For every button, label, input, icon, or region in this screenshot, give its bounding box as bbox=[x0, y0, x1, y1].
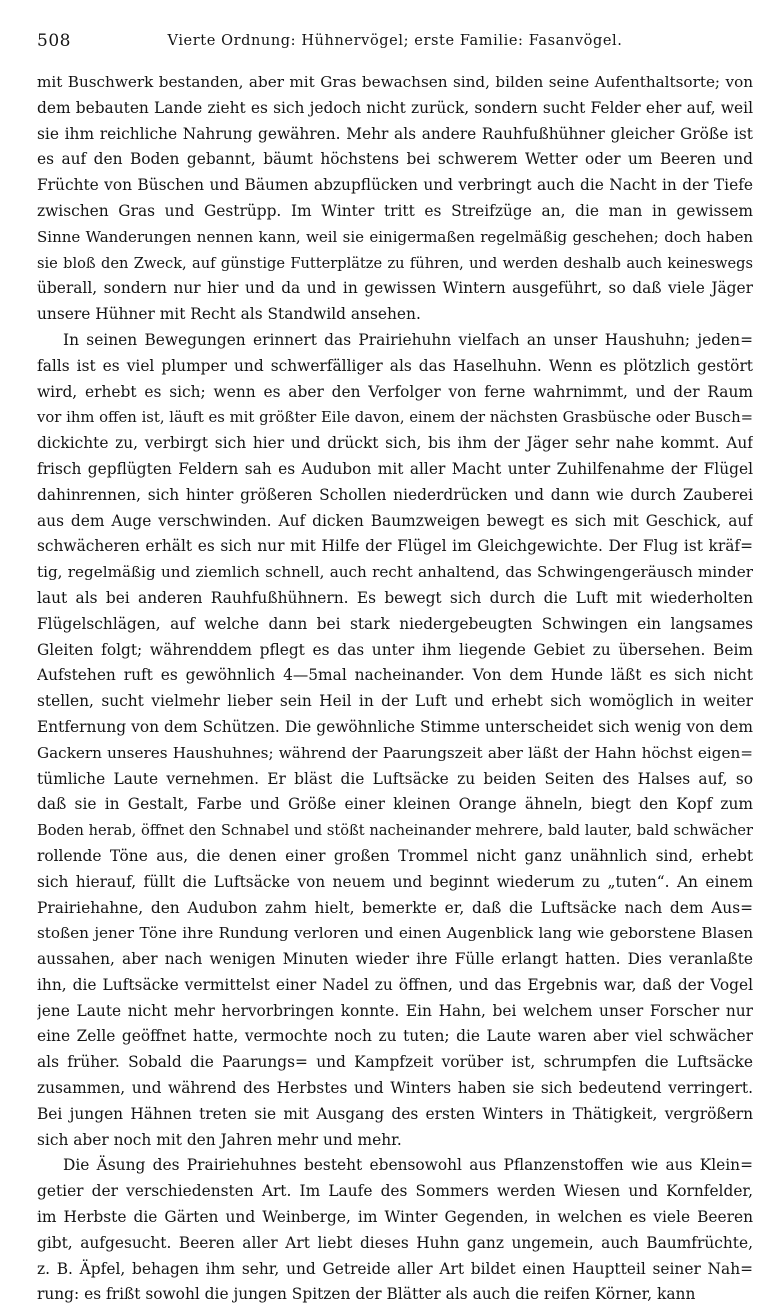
text-line: Entfernung von dem Schützen. Die gewöhnliche Stimme unterscheidet sich wenig von dem bbox=[37, 717, 753, 736]
text-line: dickichte zu, verbirgt sich hier und drückt sich, bis ihm der Jäger sehr nahe kommt. Auf bbox=[37, 434, 753, 453]
paragraph bbox=[37, 328, 753, 1154]
text-line: wird, erhebt es sich; wenn es aber den Verfolger von ferne wahrnimmt, und der Raum bbox=[37, 382, 753, 401]
text-line: dahinrennen, sich hinter größeren Schollen niederdrücken und dann wie durch Zauberei bbox=[37, 485, 753, 504]
text-line: Flügelschlägen, auf welche dann bei stark niedergebeugten Schwingen ein langsames bbox=[37, 614, 753, 633]
text-line: Sinne Wanderungen nennen kann, weil sie einigermaßen regelmäßig geschehen; doch haben bbox=[37, 227, 753, 246]
book-page bbox=[37, 28, 753, 1304]
text-line: sie ihm reichliche Nahrung gewähren. Mehr als andere Rauhfußhühner gleicher Größe ist bbox=[37, 124, 753, 143]
text-line: zwischen Gras und Gestrüpp. Im Winter tritt es Streifzüge an, die man in gewissem bbox=[37, 201, 753, 220]
text-line: es auf den Boden gebannt, bäumt höchstens bei schwerem Wetter oder um Beeren und bbox=[37, 150, 753, 169]
text-line: sich aber noch mit den Jahren mehr und mehr. bbox=[37, 1130, 402, 1149]
text-line: vor ihm offen ist, läuft es mit größter Eile davon, einem der nächsten Grasbüsche oder Busch= bbox=[37, 409, 753, 427]
text-line: im Herbste die Gärten und Weinberge, im Winter Gegenden, in welchen es viele Beeren bbox=[37, 1208, 753, 1227]
text-line: Aufstehen ruft es gewöhnlich 4—5mal nacheinander. Von dem Hunde läßt es sich nicht bbox=[37, 666, 753, 685]
text-line: getier der verschiedensten Art. Im Laufe des Sommers werden Wiesen und Kornfelder, bbox=[37, 1182, 753, 1201]
paragraph bbox=[37, 1153, 753, 1308]
body-text bbox=[37, 70, 753, 1308]
text-line: Gackern unseres Haushuhnes; während der Paarungszeit aber läßt der Hahn höchst eigen= bbox=[37, 743, 753, 762]
text-line: falls ist es viel plumper und schwerfälliger als das Haselhuhn. Wenn es plötzlich gestört bbox=[37, 356, 753, 375]
text-line: Die Äsung des Prairiehuhnes besteht ebensowohl aus Pflanzenstoffen wie aus Klein= bbox=[63, 1156, 753, 1175]
text-line: jene Laute nicht mehr hervorbringen konnte. Ein Hahn, bei welchem unser Forscher nur bbox=[37, 1001, 753, 1020]
text-line: stoßen jener Töne ihre Rundung verloren und einen Augenblick lang wie geborstene Blasen bbox=[37, 924, 753, 943]
text-line: mit Buschwerk bestanden, aber mit Gras bewachsen sind, bilden seine Aufenthaltsorte; von bbox=[37, 73, 753, 91]
text-line: z. B. Äpfel, behagen ihm sehr, und Getreide aller Art bildet einen Hauptteil seiner Nah= bbox=[37, 1259, 753, 1278]
text-line: stellen, sucht vielmehr lieber sein Heil in der Luft und erhebt sich womöglich in weiter bbox=[37, 692, 753, 711]
text-line: ihn, die Luftsäcke vermittelst einer Nadel zu öffnen, und das Ergebnis war, daß der Vogel bbox=[37, 975, 753, 994]
text-line: rollende Töne aus, die denen einer großen Trommel nicht ganz unähnlich sind, erhebt bbox=[37, 846, 753, 865]
page-number: 508 bbox=[37, 31, 71, 51]
text-line: In seinen Bewegungen erinnert das Prairiehuhn vielfach an unser Haushuhn; jeden= bbox=[63, 330, 753, 349]
text-line: als früher. Sobald die Paarungs= und Kampfzeit vorüber ist, schrumpfen die Luftsäcke bbox=[37, 1053, 753, 1072]
text-line: dem bebauten Lande zieht es sich jedoch nicht zurück, sondern sucht Felder eher auf, weil bbox=[37, 98, 753, 117]
text-line: frisch gepflügten Feldern sah es Audubon mit aller Macht unter Zuhilfenahme der Flügel bbox=[37, 459, 753, 478]
text-line: überall, sondern nur hier und da und in gewissen Wintern ausgeführt, so daß viele Jäger bbox=[37, 279, 753, 298]
text-line: Boden herab, öffnet den Schnabel und stößt nacheinander mehrere, bald lauter, bald schwächer bbox=[37, 822, 753, 840]
text-line: unsere Hühner mit Recht als Standwild ansehen. bbox=[37, 305, 421, 324]
text-line: laut als bei anderen Rauhfußhühnern. Es bewegt sich durch die Luft mit wiederholten bbox=[37, 588, 753, 607]
text-line: gibt, aufgesucht. Beeren aller Art liebt dieses Huhn ganz ungemein, auch Baumfrüchte, bbox=[37, 1233, 753, 1252]
text-line: aussahen, aber nach wenigen Minuten wieder ihre Fülle erlangt hatten. Dies veranlaßte bbox=[37, 950, 753, 969]
text-line: rung: es frißt sowohl die jungen Spitzen der Blätter als auch die reifen Körner, kann bbox=[37, 1285, 696, 1304]
running-head: Vierte Ordnung: Hühnervögel; erste Familie: Fasanvögel. bbox=[167, 33, 623, 49]
paragraph bbox=[37, 70, 753, 328]
page-header bbox=[37, 28, 753, 54]
text-line: Prairiehahne, den Audubon zahm hielt, bemerkte er, daß die Luftsäcke nach dem Aus= bbox=[37, 898, 753, 917]
text-line: eine Zelle geöffnet hatte, vermochte noch zu tuten; die Laute waren aber viel schwächer bbox=[37, 1027, 753, 1046]
text-line: Bei jungen Hähnen treten sie mit Ausgang des ersten Winters in Thätigkeit, vergrößern bbox=[37, 1104, 753, 1123]
text-line: aus dem Auge verschwinden. Auf dicken Baumzweigen bewegt es sich mit Geschick, auf bbox=[37, 511, 753, 530]
text-line: tümliche Laute vernehmen. Er bläst die Luftsäcke zu beiden Seiten des Halses auf, so bbox=[37, 769, 753, 788]
text-line: daß sie in Gestalt, Farbe und Größe einer kleinen Orange ähneln, biegt den Kopf zum bbox=[37, 795, 753, 814]
text-line: sich hierauf, füllt die Luftsäcke von neuem und beginnt wiederum zu „tuten“. An einem bbox=[37, 872, 753, 891]
text-line: Früchte von Büschen und Bäumen abzupflücken und verbringt auch die Nacht in der Tiefe bbox=[37, 176, 753, 195]
text-line: zusammen, und während des Herbstes und Winters haben sie sich bedeutend verringert. bbox=[37, 1079, 753, 1098]
text-line: sie bloß den Zweck, auf günstige Futterplätze zu führen, und werden deshalb auch keineswegs bbox=[37, 254, 753, 272]
text-line: schwächeren erhält es sich nur mit Hilfe der Flügel im Gleichgewichte. Der Flug ist kräf= bbox=[37, 537, 753, 556]
text-line: Gleiten folgt; währenddem pflegt es das unter ihm liegende Gebiet zu übersehen. Beim bbox=[37, 640, 753, 659]
text-line: tig, regelmäßig und ziemlich schnell, auch recht anhaltend, das Schwingengeräusch minder bbox=[37, 563, 753, 582]
